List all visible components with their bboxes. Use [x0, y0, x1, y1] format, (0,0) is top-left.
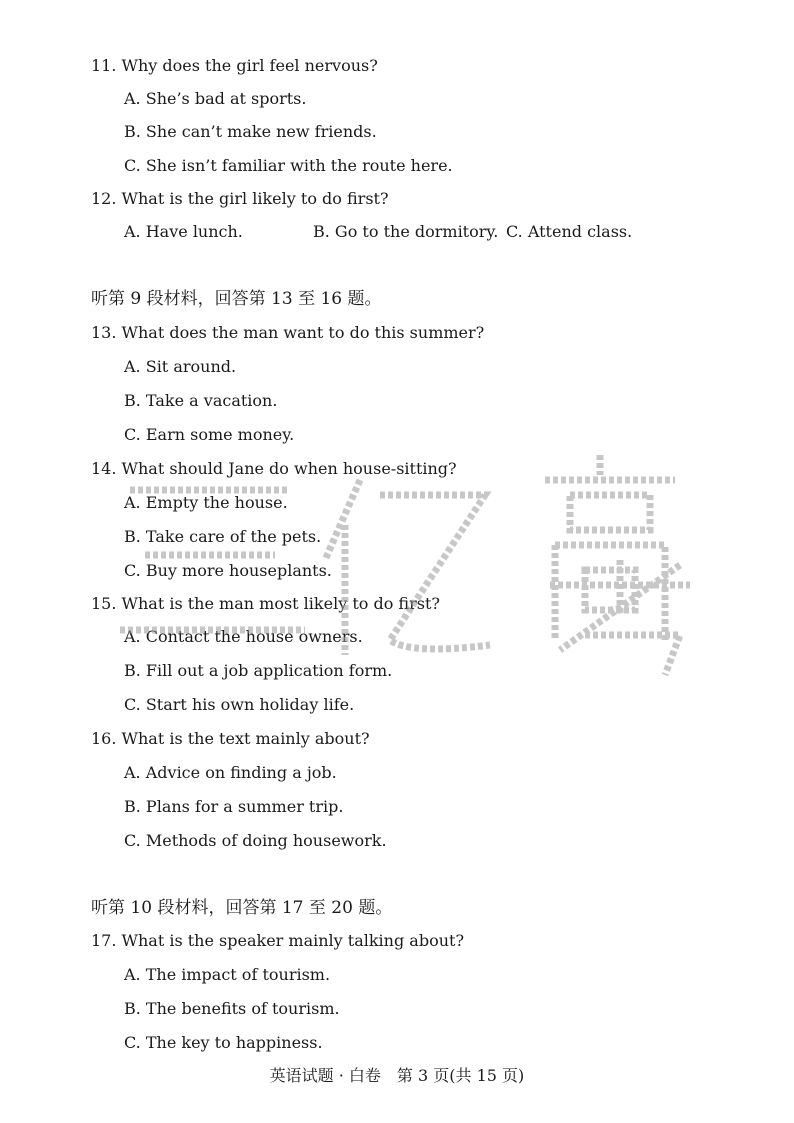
question-17-option-a: A. The impact of tourism. — [124, 965, 331, 984]
question-15-stem: 15. What is the man most likely to do first? — [91, 594, 440, 613]
question-15-option-b: B. Fill out a job application form. — [124, 661, 393, 680]
question-12-stem: 12. What is the girl likely to do first? — [91, 189, 389, 208]
question-14-option-a: A. Empty the house. — [124, 493, 288, 512]
question-13-stem: 13. What does the man want to do this summer? — [91, 323, 485, 342]
question-14-option-c: C. Buy more houseplants. — [124, 561, 332, 580]
question-11-option-a: A. She’s bad at sports. — [124, 89, 307, 108]
question-11-option-b: B. She can’t make new friends. — [124, 122, 377, 141]
question-14-stem: 14. What should Jane do when house-sitting? — [91, 459, 457, 478]
question-13-option-c: C. Earn some money. — [124, 425, 295, 444]
section-10-heading: 听第 10 段材料，回答第 17 至 20 题。 — [91, 898, 393, 918]
question-16-option-a: A. Advice on finding a job. — [124, 763, 337, 782]
section-9-heading: 听第 9 段材料，回答第 13 至 16 题。 — [91, 289, 382, 309]
watermark-glyph-kao — [550, 560, 690, 675]
question-15-option-c: C. Start his own holiday life. — [124, 695, 355, 714]
question-13-option-a: A. Sit around. — [124, 357, 237, 376]
question-17-stem: 17. What is the speaker mainly talking about? — [91, 931, 465, 950]
question-13-option-b: B. Take a vacation. — [124, 391, 278, 410]
question-16-stem: 16. What is the text mainly about? — [91, 729, 370, 748]
question-11-stem: 11. Why does the girl feel nervous? — [91, 56, 378, 75]
question-17-option-b: B. The benefits of tourism. — [124, 999, 340, 1018]
question-17-option-c: C. The key to happiness. — [124, 1033, 323, 1052]
question-12-option-c: C. Attend class. — [506, 222, 633, 241]
question-11-option-c: C. She isn’t familiar with the route here. — [124, 156, 453, 175]
question-16-option-b: B. Plans for a summer trip. — [124, 797, 344, 816]
question-12-option-a: A. Have lunch. — [124, 222, 243, 241]
question-16-option-c: C. Methods of doing housework. — [124, 831, 387, 850]
question-15-option-a: A. Contact the house owners. — [124, 627, 363, 646]
page-footer: 英语试题 · 白卷 第 3 页(共 15 页) — [269, 1066, 525, 1085]
question-14-option-b: B. Take care of the pets. — [124, 527, 322, 546]
question-12-option-b: B. Go to the dormitory. — [313, 222, 499, 241]
watermark-glyph-gao — [545, 455, 675, 640]
